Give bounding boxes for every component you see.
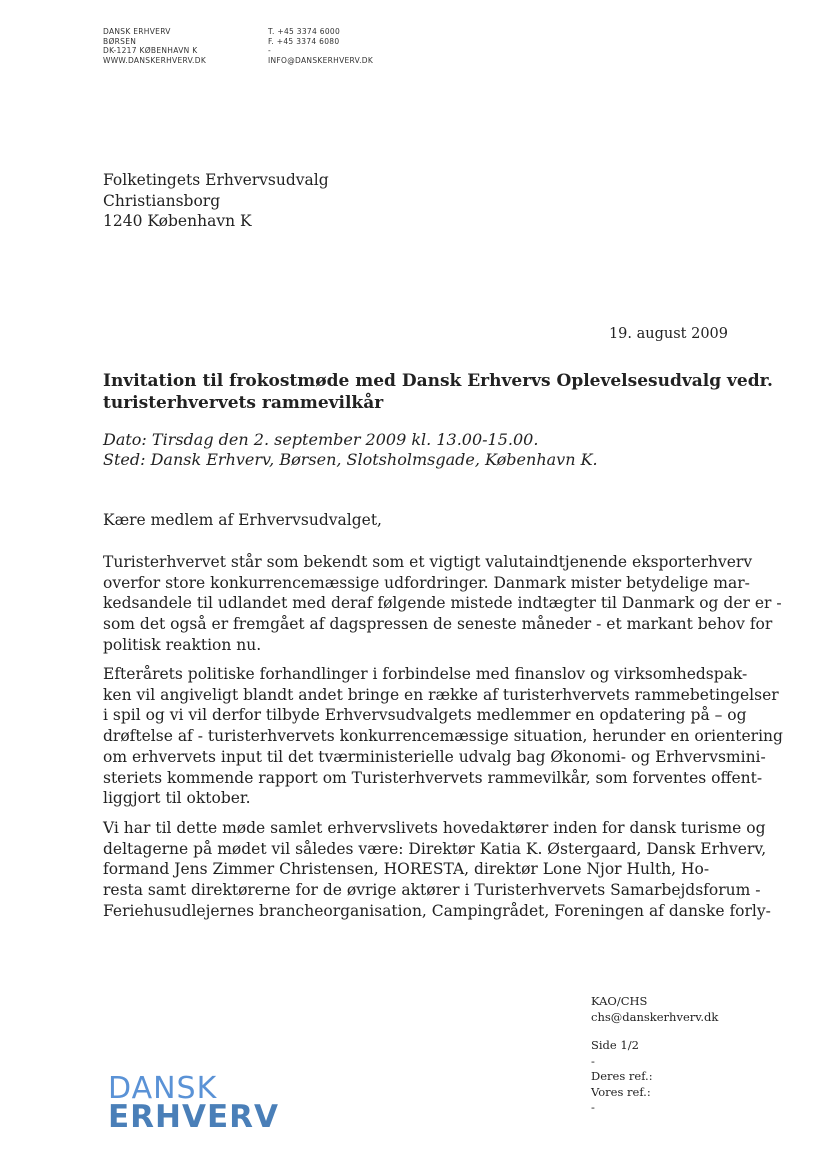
paragraph-3 <box>103 818 771 922</box>
sender-name: DANSK ERHVERV <box>103 27 171 36</box>
recipient-street: Christiansborg <box>103 191 221 210</box>
sender-contact <box>268 27 373 65</box>
meeting-place: Sted: Dansk Erhverv, Børsen, Slotsholmsgade, København K. <box>103 450 598 469</box>
text-line: politisk reaktion nu. <box>103 635 262 654</box>
sender-fax: F. +45 3374 6080 <box>268 36 340 46</box>
recipient-address <box>103 170 329 232</box>
paragraph-1 <box>103 552 782 656</box>
text-line: drøftelse af - turisterhvervets konkurrencemæssige situation, herunder en orientering <box>103 727 783 746</box>
text-line: Efterårets politiske forhandlinger i forbindelse med finanslov og virksomhedspak- <box>103 665 748 683</box>
our-reference: Vores ref.: <box>591 1084 651 1099</box>
separator: - <box>591 1053 595 1068</box>
text-line: som det også er fremgået af dagspressen de seneste måneder - et markant behov for <box>103 615 773 634</box>
text-line: kedsandele til udlandet med deraf følgende mistede indtægter til Danmark og der er - <box>103 594 782 613</box>
sender-website: WWW.DANSKERHVERV.DK <box>103 55 207 65</box>
text-line: formand Jens Zimmer Christensen, HORESTA, direktør Lone Njor Hulth, Ho- <box>103 860 710 879</box>
contact-email: chs@danskerhverv.dk <box>591 1009 719 1024</box>
text-line: Turisterhvervet står som bekendt som et vigtigt valutaindtjenende eksporterhverv <box>103 553 753 571</box>
recipient-city: 1240 København K <box>103 212 252 231</box>
text-line: om erhvervets input til det tværministerielle udvalg bag Økonomi- og Erhvervsmini- <box>103 747 766 766</box>
dansk-erhverv-logo <box>108 1071 280 1135</box>
page-number: Side 1/2 <box>591 1038 639 1052</box>
title-line: turisterhvervets rammevilkår <box>103 393 384 413</box>
sender-city: DK-1217 KØBENHAVN K <box>103 46 198 55</box>
text-line: liggjort til oktober. <box>103 789 251 808</box>
initials: KAO/CHS <box>591 994 648 1008</box>
separator: - <box>591 1100 595 1114</box>
letter-title <box>103 370 773 414</box>
sender-phone: T. +45 3374 6000 <box>268 27 341 36</box>
logo-line-1: DANSK <box>108 1071 218 1106</box>
your-reference: Deres ref.: <box>591 1069 653 1083</box>
text-line: overfor store konkurrencemæssige udfordringer. Danmark mister betydelige mar- <box>103 573 750 592</box>
salutation: Kære medlem af Erhvervsudvalget, <box>103 511 382 529</box>
text-line: ken vil angiveligt blandt andet bringe en række af turisterhvervets rammebetingelser <box>103 685 779 704</box>
paragraph-2 <box>103 664 783 809</box>
meeting-date: Dato: Tirsdag den 2. september 2009 kl. 13.00-15.00. <box>103 430 539 449</box>
sender-separator: - <box>268 46 272 55</box>
text-line: i spil og vi vil derfor tilbyde Erhvervsudvalgets medlemmer en opdatering på – og <box>103 706 747 725</box>
sender-street: BØRSEN <box>103 36 137 46</box>
sender-email: INFO@DANSKERHVERV.DK <box>268 55 374 65</box>
logo-line-2: ERHVERV <box>108 1099 280 1135</box>
letter-date: 19. august 2009 <box>608 326 728 342</box>
recipient-name: Folketingets Erhvervsudvalg <box>103 171 329 189</box>
sender-address <box>103 27 206 65</box>
meeting-details <box>103 430 598 470</box>
text-line: steriets kommende rapport om Turisterhvervets rammevilkår, som forventes offent- <box>103 768 763 787</box>
text-line: Vi har til dette møde samlet erhvervslivets hovedaktører inden for dansk turisme og <box>103 819 766 837</box>
text-line: Feriehusudlejernes brancheorganisation, Campingrådet, Foreningen af danske forly- <box>103 901 771 920</box>
title-line: Invitation til frokostmøde med Dansk Erhvervs Oplevelsesudvalg vedr. <box>103 371 773 391</box>
text-line: resta samt direktørerne for de øvrige aktører i Turisterhvervets Samarbejdsforum - <box>103 881 761 900</box>
text-line: deltagerne på mødet vil således være: Direktør Katia K. Østergaard, Dansk Erhverv, <box>103 839 767 858</box>
reference-block <box>591 994 718 1116</box>
